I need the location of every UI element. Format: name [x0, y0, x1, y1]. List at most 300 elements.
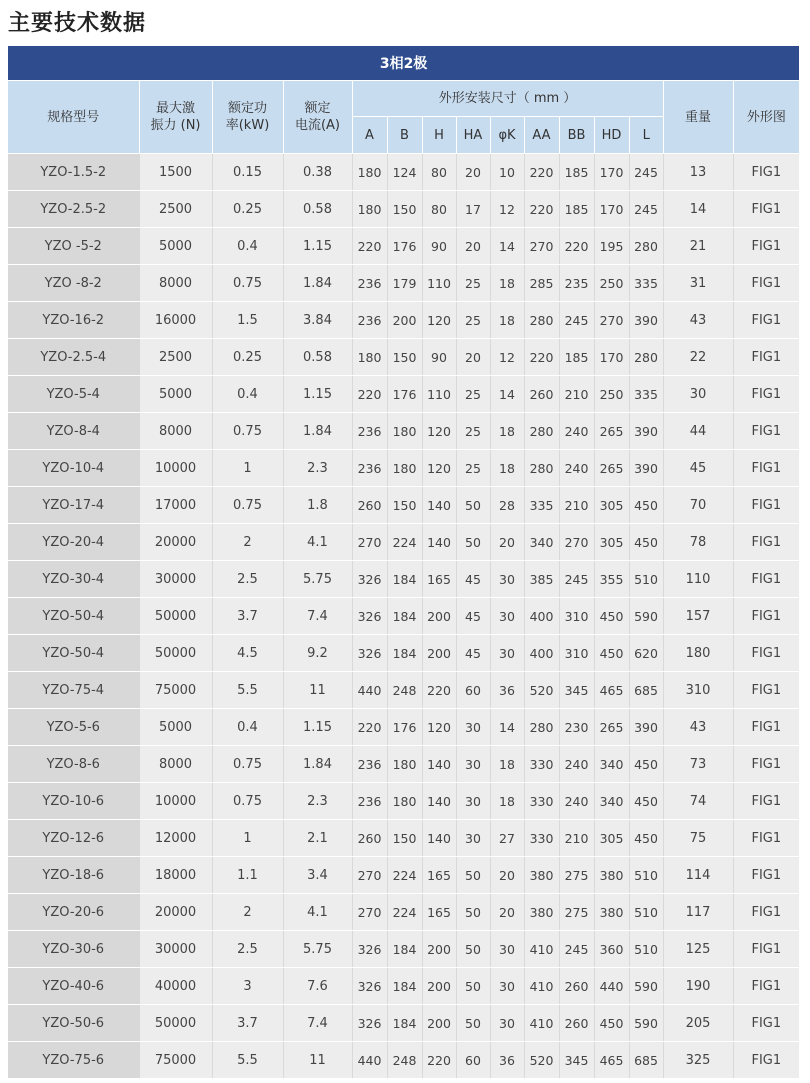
col-power-label: 额定功 率(kW): [225, 101, 270, 133]
cell-dim: 185: [559, 339, 594, 376]
cell-dim: 450: [594, 1005, 629, 1042]
cell-dim: 140: [422, 783, 456, 820]
cell-dim: 45: [456, 598, 490, 635]
cell-dim: 185: [559, 154, 594, 191]
cell-power: 0.15: [212, 154, 283, 191]
cell-weight: 205: [663, 1005, 733, 1042]
cell-current: 1.15: [283, 228, 352, 265]
cell-dim: 80: [422, 154, 456, 191]
cell-outline: FIG1: [733, 302, 799, 339]
cell-outline: FIG1: [733, 228, 799, 265]
col-dim-2: H: [422, 117, 456, 154]
cell-dim: 390: [629, 302, 663, 339]
cell-max-force: 30000: [139, 931, 212, 968]
cell-dim: 176: [387, 376, 422, 413]
cell-dim: 510: [629, 894, 663, 931]
cell-dim: 220: [352, 376, 387, 413]
cell-dim: 380: [594, 894, 629, 931]
cell-current: 5.75: [283, 931, 352, 968]
cell-weight: 310: [663, 672, 733, 709]
cell-current: 7.4: [283, 1005, 352, 1042]
cell-dim: 265: [594, 709, 629, 746]
cell-dim: 440: [352, 672, 387, 709]
cell-dim: 270: [524, 228, 559, 265]
cell-model: YZO-2.5-2: [8, 191, 139, 228]
cell-power: 2: [212, 524, 283, 561]
cell-current: 2.1: [283, 820, 352, 857]
cell-dim: 179: [387, 265, 422, 302]
cell-dim: 220: [524, 191, 559, 228]
cell-dim: 335: [629, 265, 663, 302]
cell-dim: 50: [456, 857, 490, 894]
cell-weight: 75: [663, 820, 733, 857]
cell-dim: 220: [524, 154, 559, 191]
cell-dim: 410: [524, 1005, 559, 1042]
cell-dim: 50: [456, 524, 490, 561]
table-row: [8, 265, 799, 302]
cell-model: YZO-30-6: [8, 931, 139, 968]
cell-current: 9.2: [283, 635, 352, 672]
cell-model: YZO-18-6: [8, 857, 139, 894]
cell-dim: 510: [629, 931, 663, 968]
cell-dim: 260: [524, 376, 559, 413]
cell-weight: 180: [663, 635, 733, 672]
table-row: [8, 339, 799, 376]
cell-dim: 184: [387, 561, 422, 598]
cell-model: YZO-75-6: [8, 1042, 139, 1079]
cell-dim: 360: [594, 931, 629, 968]
cell-dim: 220: [422, 672, 456, 709]
cell-power: 3.7: [212, 1005, 283, 1042]
cell-outline: FIG1: [733, 968, 799, 1005]
cell-current: 2.3: [283, 783, 352, 820]
cell-dim: 275: [559, 857, 594, 894]
cell-dim: 250: [594, 376, 629, 413]
cell-dim: 340: [594, 783, 629, 820]
cell-dim: 326: [352, 598, 387, 635]
cell-dim: 330: [524, 783, 559, 820]
cell-dim: 326: [352, 635, 387, 672]
cell-dim: 184: [387, 635, 422, 672]
cell-weight: 31: [663, 265, 733, 302]
cell-dim: 236: [352, 265, 387, 302]
cell-dim: 230: [559, 709, 594, 746]
cell-dim: 170: [594, 191, 629, 228]
cell-dim: 30: [490, 968, 524, 1005]
cell-max-force: 8000: [139, 746, 212, 783]
cell-dim: 305: [594, 487, 629, 524]
cell-dim: 14: [490, 709, 524, 746]
cell-dim: 260: [559, 968, 594, 1005]
cell-weight: 190: [663, 968, 733, 1005]
cell-dim: 25: [456, 376, 490, 413]
cell-dim: 200: [422, 598, 456, 635]
table-row: [8, 968, 799, 1005]
cell-power: 3: [212, 968, 283, 1005]
cell-model: YZO-17-4: [8, 487, 139, 524]
cell-model: YZO-50-4: [8, 635, 139, 672]
cell-dim: 14: [490, 376, 524, 413]
cell-outline: FIG1: [733, 857, 799, 894]
cell-dim: 184: [387, 968, 422, 1005]
cell-dim: 150: [387, 339, 422, 376]
cell-dim: 12: [490, 191, 524, 228]
cell-dim: 390: [629, 709, 663, 746]
cell-current: 0.38: [283, 154, 352, 191]
cell-dim: 240: [559, 783, 594, 820]
cell-power: 4.5: [212, 635, 283, 672]
cell-dim: 326: [352, 561, 387, 598]
cell-max-force: 10000: [139, 783, 212, 820]
col-current-label: 额定 电流(A): [294, 101, 341, 133]
cell-dim: 30: [456, 783, 490, 820]
table-row: [8, 783, 799, 820]
cell-weight: 325: [663, 1042, 733, 1079]
cell-max-force: 1500: [139, 154, 212, 191]
cell-dim: 270: [559, 524, 594, 561]
cell-current: 3.4: [283, 857, 352, 894]
cell-model: YZO -8-2: [8, 265, 139, 302]
cell-dim: 305: [594, 820, 629, 857]
cell-outline: FIG1: [733, 820, 799, 857]
col-dim-7: HD: [594, 117, 629, 154]
cell-weight: 44: [663, 413, 733, 450]
cell-power: 0.4: [212, 228, 283, 265]
table-row: [8, 376, 799, 413]
cell-outline: FIG1: [733, 894, 799, 931]
cell-weight: 78: [663, 524, 733, 561]
table-row: [8, 635, 799, 672]
cell-power: 2.5: [212, 561, 283, 598]
col-dim-4: φK: [490, 117, 524, 154]
table-row: [8, 931, 799, 968]
cell-current: 1.84: [283, 265, 352, 302]
cell-dim: 450: [629, 820, 663, 857]
cell-dim: 184: [387, 598, 422, 635]
cell-dim: 10: [490, 154, 524, 191]
cell-max-force: 40000: [139, 968, 212, 1005]
cell-dim: 170: [594, 154, 629, 191]
cell-dim: 195: [594, 228, 629, 265]
col-dim-3: HA: [456, 117, 490, 154]
cell-dim: 60: [456, 1042, 490, 1079]
cell-power: 0.75: [212, 746, 283, 783]
cell-dim: 450: [594, 635, 629, 672]
cell-dim: 50: [456, 894, 490, 931]
cell-dim: 310: [559, 598, 594, 635]
cell-power: 1: [212, 820, 283, 857]
cell-dim: 280: [629, 339, 663, 376]
cell-dim: 465: [594, 1042, 629, 1079]
cell-max-force: 16000: [139, 302, 212, 339]
cell-dim: 335: [629, 376, 663, 413]
cell-model: YZO-1.5-2: [8, 154, 139, 191]
col-dim-5: AA: [524, 117, 559, 154]
cell-outline: FIG1: [733, 191, 799, 228]
cell-dim: 345: [559, 672, 594, 709]
cell-max-force: 12000: [139, 820, 212, 857]
cell-current: 7.6: [283, 968, 352, 1005]
table-row: [8, 746, 799, 783]
cell-dim: 380: [524, 894, 559, 931]
cell-dim: 270: [352, 524, 387, 561]
cell-outline: FIG1: [733, 450, 799, 487]
cell-weight: 30: [663, 376, 733, 413]
cell-current: 11: [283, 672, 352, 709]
cell-model: YZO-5-4: [8, 376, 139, 413]
cell-dim: 30: [490, 635, 524, 672]
cell-dim: 450: [629, 746, 663, 783]
cell-dim: 25: [456, 302, 490, 339]
cell-dim: 180: [387, 413, 422, 450]
cell-dim: 50: [456, 1005, 490, 1042]
cell-outline: FIG1: [733, 154, 799, 191]
cell-dim: 210: [559, 376, 594, 413]
cell-dim: 235: [559, 265, 594, 302]
cell-dim: 248: [387, 672, 422, 709]
cell-dim: 25: [456, 265, 490, 302]
cell-weight: 14: [663, 191, 733, 228]
cell-dim: 385: [524, 561, 559, 598]
cell-dim: 265: [594, 413, 629, 450]
table-row: [8, 487, 799, 524]
table-header: [8, 46, 799, 154]
cell-current: 11: [283, 1042, 352, 1079]
cell-max-force: 50000: [139, 635, 212, 672]
cell-dim: 260: [352, 487, 387, 524]
cell-dim: 345: [559, 1042, 594, 1079]
cell-dim: 400: [524, 598, 559, 635]
cell-dim: 18: [490, 450, 524, 487]
cell-model: YZO-5-6: [8, 709, 139, 746]
cell-dim: 36: [490, 672, 524, 709]
cell-weight: 45: [663, 450, 733, 487]
cell-dim: 245: [629, 154, 663, 191]
cell-dim: 50: [456, 931, 490, 968]
cell-dim: 25: [456, 413, 490, 450]
cell-dim: 90: [422, 339, 456, 376]
cell-weight: 117: [663, 894, 733, 931]
cell-dim: 250: [594, 265, 629, 302]
cell-power: 0.75: [212, 783, 283, 820]
cell-dim: 260: [352, 820, 387, 857]
cell-model: YZO-20-4: [8, 524, 139, 561]
cell-dim: 590: [629, 598, 663, 635]
cell-dim: 685: [629, 672, 663, 709]
cell-dim: 340: [524, 524, 559, 561]
cell-dim: 275: [559, 894, 594, 931]
cell-dim: 220: [352, 228, 387, 265]
cell-current: 7.4: [283, 598, 352, 635]
cell-dim: 30: [490, 1005, 524, 1042]
cell-outline: FIG1: [733, 783, 799, 820]
cell-dim: 176: [387, 228, 422, 265]
cell-model: YZO-8-6: [8, 746, 139, 783]
cell-dim: 184: [387, 1005, 422, 1042]
table-row: [8, 820, 799, 857]
cell-max-force: 8000: [139, 413, 212, 450]
cell-weight: 74: [663, 783, 733, 820]
cell-power: 1.1: [212, 857, 283, 894]
cell-dim: 220: [524, 339, 559, 376]
cell-outline: FIG1: [733, 339, 799, 376]
cell-current: 0.58: [283, 339, 352, 376]
cell-outline: FIG1: [733, 524, 799, 561]
cell-dim: 200: [422, 968, 456, 1005]
cell-dim: 280: [524, 709, 559, 746]
cell-dim: 326: [352, 1005, 387, 1042]
cell-max-force: 5000: [139, 376, 212, 413]
cell-dim: 450: [594, 598, 629, 635]
cell-dim: 185: [559, 191, 594, 228]
cell-dim: 245: [629, 191, 663, 228]
cell-max-force: 2500: [139, 339, 212, 376]
cell-outline: FIG1: [733, 931, 799, 968]
cell-dim: 390: [629, 413, 663, 450]
cell-dim: 150: [387, 820, 422, 857]
cell-dim: 355: [594, 561, 629, 598]
cell-outline: FIG1: [733, 1005, 799, 1042]
cell-dim: 200: [387, 302, 422, 339]
cell-dim: 18: [490, 746, 524, 783]
cell-weight: 125: [663, 931, 733, 968]
cell-current: 1.84: [283, 746, 352, 783]
cell-power: 3.7: [212, 598, 283, 635]
cell-dim: 520: [524, 672, 559, 709]
cell-dim: 390: [629, 450, 663, 487]
cell-dim: 330: [524, 820, 559, 857]
cell-max-force: 20000: [139, 524, 212, 561]
cell-dim: 165: [422, 857, 456, 894]
col-power: [212, 81, 283, 154]
cell-power: 1.5: [212, 302, 283, 339]
cell-model: YZO -5-2: [8, 228, 139, 265]
cell-power: 2: [212, 894, 283, 931]
cell-dim: 180: [387, 746, 422, 783]
cell-outline: FIG1: [733, 709, 799, 746]
cell-dim: 184: [387, 931, 422, 968]
cell-dim: 410: [524, 931, 559, 968]
cell-dim: 270: [594, 302, 629, 339]
table-row: [8, 191, 799, 228]
cell-model: YZO-8-4: [8, 413, 139, 450]
table-row: [8, 1042, 799, 1079]
cell-dim: 400: [524, 635, 559, 672]
cell-dim: 520: [524, 1042, 559, 1079]
cell-model: YZO-50-6: [8, 1005, 139, 1042]
cell-dim: 220: [352, 709, 387, 746]
cell-dim: 120: [422, 450, 456, 487]
cell-dim: 176: [387, 709, 422, 746]
cell-power: 5.5: [212, 672, 283, 709]
cell-outline: FIG1: [733, 1042, 799, 1079]
cell-max-force: 2500: [139, 191, 212, 228]
cell-dim: 18: [490, 783, 524, 820]
cell-dim: 236: [352, 746, 387, 783]
cell-dim: 20: [490, 524, 524, 561]
cell-dim: 90: [422, 228, 456, 265]
cell-dim: 45: [456, 561, 490, 598]
cell-dim: 280: [524, 413, 559, 450]
cell-outline: FIG1: [733, 746, 799, 783]
cell-dim: 590: [629, 968, 663, 1005]
cell-dim: 380: [524, 857, 559, 894]
cell-dim: 165: [422, 894, 456, 931]
cell-weight: 70: [663, 487, 733, 524]
cell-max-force: 20000: [139, 894, 212, 931]
cell-dim: 450: [629, 487, 663, 524]
col-dim-1: B: [387, 117, 422, 154]
cell-dim: 45: [456, 635, 490, 672]
cell-current: 0.58: [283, 191, 352, 228]
cell-dim: 80: [422, 191, 456, 228]
cell-power: 0.75: [212, 265, 283, 302]
col-dim-8: L: [629, 117, 663, 154]
cell-dim: 465: [594, 672, 629, 709]
cell-dim: 140: [422, 746, 456, 783]
cell-dim: 326: [352, 968, 387, 1005]
cell-current: 3.84: [283, 302, 352, 339]
cell-dim: 28: [490, 487, 524, 524]
cell-model: YZO-50-4: [8, 598, 139, 635]
cell-dim: 12: [490, 339, 524, 376]
cell-dim: 150: [387, 487, 422, 524]
cell-dim: 18: [490, 413, 524, 450]
cell-dim: 260: [559, 1005, 594, 1042]
cell-dim: 27: [490, 820, 524, 857]
spec-table: [8, 46, 799, 1079]
cell-outline: FIG1: [733, 413, 799, 450]
cell-model: YZO-10-6: [8, 783, 139, 820]
cell-dim: 220: [422, 1042, 456, 1079]
cell-weight: 157: [663, 598, 733, 635]
cell-dim: 60: [456, 672, 490, 709]
cell-outline: FIG1: [733, 487, 799, 524]
cell-dim: 30: [456, 820, 490, 857]
cell-power: 0.75: [212, 487, 283, 524]
cell-dim: 220: [559, 228, 594, 265]
cell-dim: 380: [594, 857, 629, 894]
cell-model: YZO-75-4: [8, 672, 139, 709]
cell-dim: 240: [559, 746, 594, 783]
cell-dim: 36: [490, 1042, 524, 1079]
cell-max-force: 8000: [139, 265, 212, 302]
cell-max-force: 5000: [139, 228, 212, 265]
cell-power: 2.5: [212, 931, 283, 968]
cell-dim: 245: [559, 561, 594, 598]
cell-dim: 140: [422, 524, 456, 561]
cell-dim: 30: [456, 746, 490, 783]
col-dim-6: BB: [559, 117, 594, 154]
cell-power: 0.75: [212, 413, 283, 450]
cell-dim: 180: [387, 783, 422, 820]
cell-dim: 340: [594, 746, 629, 783]
cell-dim: 30: [490, 598, 524, 635]
table-row: [8, 1005, 799, 1042]
cell-power: 0.25: [212, 191, 283, 228]
cell-dim: 280: [629, 228, 663, 265]
cell-weight: 110: [663, 561, 733, 598]
col-max-force-label: 最大激 振力 (N): [150, 101, 201, 133]
cell-dim: 210: [559, 820, 594, 857]
page-title: 主要技术数据: [8, 11, 147, 36]
cell-dim: 30: [490, 931, 524, 968]
cell-dim: 180: [352, 191, 387, 228]
cell-max-force: 50000: [139, 1005, 212, 1042]
col-outline: 外形图: [733, 81, 799, 154]
cell-current: 1.84: [283, 413, 352, 450]
cell-dim: 180: [387, 450, 422, 487]
